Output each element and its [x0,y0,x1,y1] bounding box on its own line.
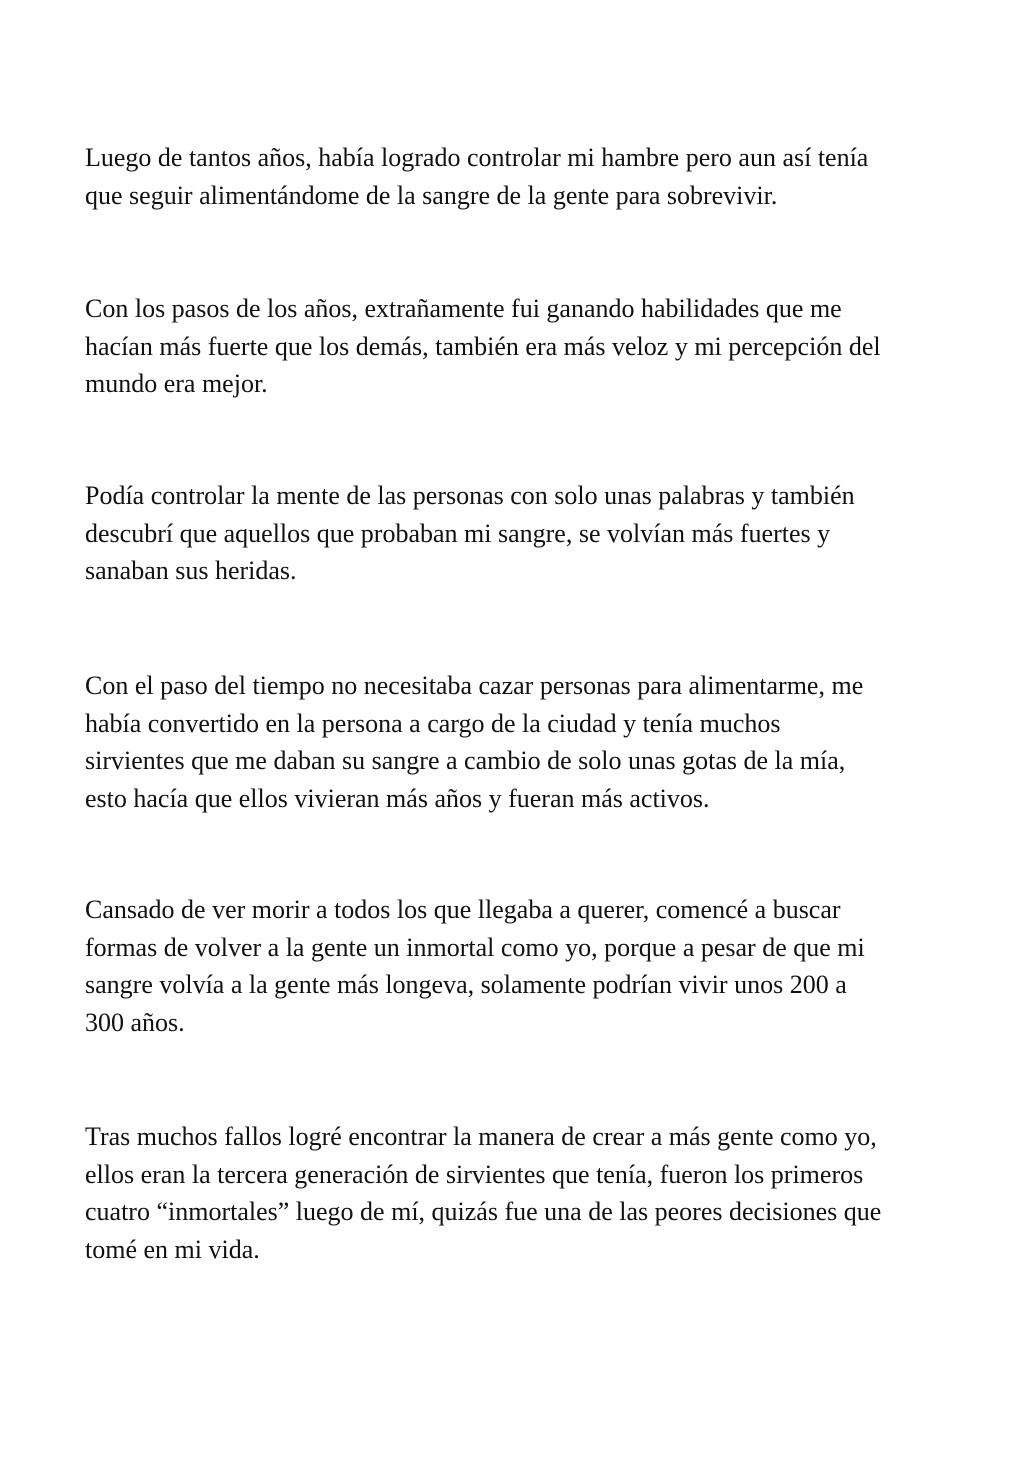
paragraph-line: descubrí que aquellos que probaban mi sangre, se volvían más fuertes y [85,518,831,548]
paragraph-line: sanaban sus heridas. [85,556,297,585]
paragraph-line: que seguir alimentándome de la sangre de la gente para sobrevivir. [85,180,778,210]
paragraph-2 [85,290,965,403]
paragraph-line: tomé en mi vida. [85,1234,260,1264]
paragraph-4 [85,667,965,817]
paragraph-line: hacían más fuerte que los demás, también era más veloz y mi percepción del [85,331,881,361]
paragraph-line: Luego de tantos años, había logrado controlar mi hambre pero aun así tenía [85,143,869,172]
paragraph-line: formas de volver a la gente un inmortal como yo, porque a pesar de que mi [85,932,865,962]
paragraph-1 [85,139,965,214]
paragraph-line: había convertido en la persona a cargo de la ciudad y tenía muchos [85,708,781,738]
paragraph-line: Con el paso del tiempo no necesitaba cazar personas para alimentarme, me [85,671,864,700]
paragraph-6 [85,1118,965,1268]
paragraph-line: 300 años. [85,1007,185,1037]
paragraph-3 [85,477,965,590]
paragraph-line: Con los pasos de los años, extrañamente fui ganando habilidades que me [85,294,842,323]
paragraph-line: cuatro “inmortales” luego de mí, quizás fue una de las peores decisiones que [85,1197,882,1226]
paragraph-line: Tras muchos fallos logré encontrar la manera de crear a más gente como yo, [85,1122,877,1151]
paragraph-line: Cansado de ver morir a todos los que llegaba a querer, comencé a buscar [85,895,841,924]
paragraph-line: ellos eran la tercera generación de sirvientes que tenía, fueron los primeros [85,1159,864,1189]
paragraph-line: sangre volvía a la gente más longeva, solamente podrían vivir unos 200 a [85,970,847,999]
paragraph-line: sirvientes que me daban su sangre a cambio de solo unas gotas de la mía, [85,746,846,775]
paragraph-line: Podía controlar la mente de las personas con solo unas palabras y también [85,481,855,510]
paragraph-5 [85,891,965,1041]
paragraph-line: esto hacía que ellos vivieran más años y fueran más activos. [85,783,710,813]
paragraph-line: mundo era mejor. [85,369,268,398]
